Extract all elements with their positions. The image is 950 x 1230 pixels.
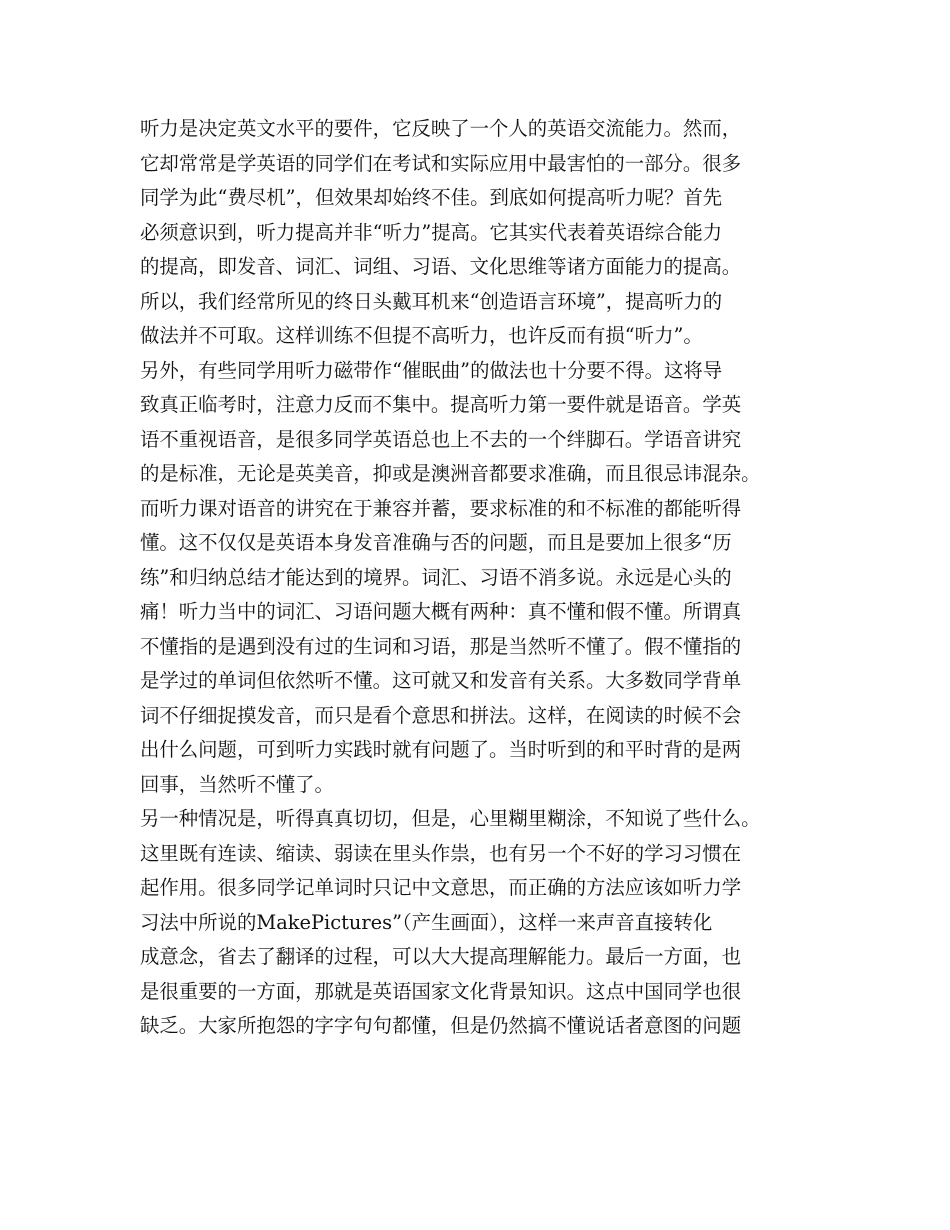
article-body — [140, 112, 840, 1044]
text-line-1: 听力是决定英文水平的要件，它反映了一个人的英语交流能力。然而， — [140, 117, 742, 140]
text-line-10: 语不重视语音，是很多同学英语总也上不去的一个绊脚石。学语音讲究 — [140, 427, 742, 451]
text-line-11: 的是标准，无论是英美音，抑或是澳洲音都要求准确，而且很忌讳混杂。 — [140, 462, 761, 485]
text-line-5: 的提高，即发音、词汇、词组、习语、文化思维等诸方面能力的提高。 — [140, 255, 742, 278]
text-line-2: 它却常常是学英语的同学们在考试和实际应用中最害怕的一部分。很多 — [140, 151, 742, 175]
text-line-19: 出什么问题，可到听力实践时就有问题了。当时听到的和平时背的是两 — [140, 738, 742, 761]
text-line-24: 习法中所说的MakePictures”（产生画面），这样一来声音直接转化 — [140, 910, 713, 934]
text-line-17: 是学过的单词但依然听不懂。这可就又和发音有关系。大多数同学背单 — [140, 669, 742, 692]
text-line-26: 是很重要的一方面，那就是英语国家文化背景知识。这点中国同学也很 — [140, 979, 742, 1003]
text-line-9: 致真正临考时，注意力反而不集中。提高听力第一要件就是语音。学英 — [140, 393, 742, 416]
text-line-13: 懂。这不仅仅是英语本身发音准确与否的问题，而且是要加上很多“历 — [140, 531, 732, 554]
text-line-25: 成意念，省去了翻译的过程，可以大大提高理解能力。最后一方面，也 — [140, 945, 742, 968]
text-line-15: 痛！听力当中的词汇、习语问题大概有两种：真不懂和假不懂。所谓真 — [140, 600, 742, 623]
text-line-21: 另一种情况是，听得真真切切，但是，心里糊里糊涂，不知说了些什么。 — [140, 807, 761, 830]
text-line-7: 做法并不可取。这样训练不但提不高听力，也许反而有损“听力”。 — [140, 324, 703, 347]
text-line-22: 这里既有连读、缩读、弱读在里头作祟，也有另一个不好的学习习惯在 — [140, 841, 742, 865]
text-line-3: 同学为此“费尽机”，但效果却始终不佳。到底如何提高听力呢？首先 — [140, 186, 723, 209]
text-line-23: 起作用。很多同学记单词时只记中文意思，而正确的方法应该如听力学 — [140, 876, 742, 899]
text-line-27: 缺乏。大家所抱怨的字字句句都懂，但是仍然搞不懂说话者意图的问题 — [140, 1014, 742, 1037]
text-line-4: 必须意识到，听力提高并非“听力”提高。它其实代表着英语综合能力 — [140, 220, 723, 244]
text-line-6: 所以，我们经常所见的终日头戴耳机来“创造语言环境”，提高听力的 — [140, 289, 723, 313]
text-line-14: 练”和归纳总结才能达到的境界。词汇、习语不消多说。永远是心头的 — [140, 565, 732, 589]
text-line-16: 不懂指的是遇到没有过的生词和习语，那是当然听不懂了。假不懂指的 — [140, 634, 742, 658]
text-line-20: 回事，当然听不懂了。 — [140, 772, 334, 796]
text-line-8: 另外，有些同学用听力磁带作“催眠曲”的做法也十分要不得。这将导 — [140, 358, 723, 382]
text-line-12: 而听力课对语音的讲究在于兼容并蓄，要求标准的和不标准的都能听得 — [140, 496, 742, 520]
text-line-18: 词不仔细捉摸发音，而只是看个意思和拼法。这样，在阅读的时候不会 — [140, 703, 742, 727]
